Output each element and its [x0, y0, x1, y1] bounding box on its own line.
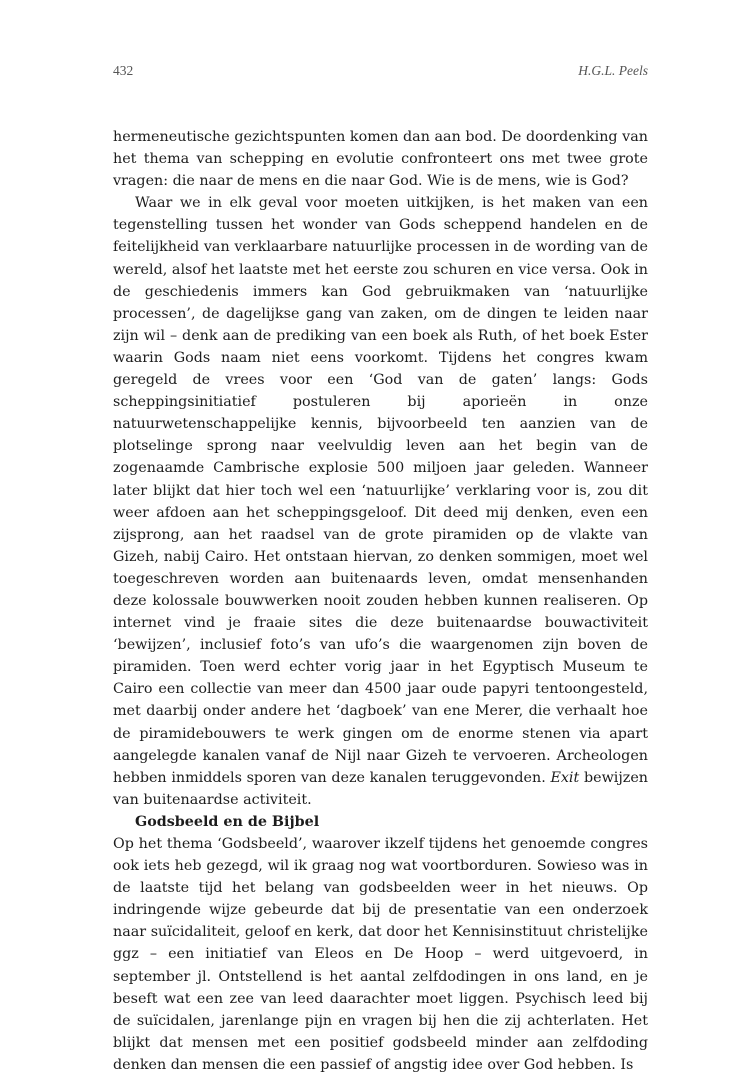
paragraph-3: Op het thema ‘Godsbeeld’, waarover ikzelf tijdens het genoemde congres ook iets heb gezegd, wil ik graag nog wat voortborduren. Sowieso was in de laatste tijd het belang van godsbeelden weer in het nieuws. Op indringende wijze gebeurde dat bij de presentatie van een onderzoek naar suïcidaliteit, geloof en kerk, dat door het Kennisinstituut christelijke ggz – een initiatief van Eleos en De Hoop – werd uitgevoerd, in september jl. Ontstellend is het aantal zelfdodingen in ons land, en je beseft wat een zee van leed daarachter moet liggen. Psychisch leed bij de suïcidalen, jarenlange pijn en vragen bij hen die zij achterlaten. Het blijkt dat mensen met een positief godsbeeld minder aan zelfdoding denken dan mensen die een passief of angstig idee over God hebben. Is	[113, 836, 648, 1073]
running-head-author: H.G.L. Peels	[578, 63, 648, 78]
paragraph-1: hermeneutische gezichtspunten komen dan aan bod. De doordenking van het thema van schepping en evolutie confronteert ons met twee grote vragen: die naar de mens en die naar God. Wie is de mens, wie is God?	[113, 129, 648, 190]
paragraph-2	[113, 192, 648, 811]
section-heading: Godsbeeld en de Bijbel	[135, 813, 320, 830]
paragraph-2-tail: bewijzen van buitenaardse activiteit.	[113, 769, 649, 808]
page-number: 432	[113, 63, 134, 78]
body-text	[113, 126, 648, 1076]
paragraph-2-main: Waar we in elk geval voor moeten uitkijken, is het maken van een tegenstelling tussen het wonder van Gods scheppend handelen en de feitelijkheid van verklaarbare natuurlijke processen in de wording van de wereld, alsof het laatste met het eerste zou schuren en vice versa. Ook in de geschiedenis immers kan God gebruikmaken van ‘natuurlijke processen’, de dagelijkse gang van zaken, om de dingen te leiden naar zijn wil – denk aan de prediking van een boek als Ruth, of het boek Ester waarin Gods naam niet eens voorkomt. Tijdens het congres kwam geregeld de vrees voor een ‘God van de gaten’ langs: Gods scheppingsinitiatief postuleren bij aporieën in onze natuurwetenschappelijke kennis, bijvoorbeeld ten aanzien van de plotselinge sprong naar veelvuldig leven aan het begin van de zogenaamde Cambrische explosie 500 miljoen jaar geleden. Wanneer later blijkt dat hier toch wel een ‘natuurlijke’ verklaring voor is, zou dit weer afdoen aan het scheppingsgeloof. Dit deed mij denken, even een zijsprong, aan het raadsel van de grote piramiden op de vlakte van Gizeh, nabij Cairo. Het ontstaan hiervan, zo denken sommigen, moet wel toegeschreven worden aan buitenaards leven, omdat mensenhanden deze kolossale bouwwerken nooit zouden hebben kunnen realiseren. Op internet vind je fraaie sites die deze buitenaardse bouwactiviteit ‘bewijzen’, inclusief foto’s van ufo’s die waargenomen zijn boven de piramiden. Toen werd echter vorig jaar in het Egyptisch Museum te Cairo een collectie van meer dan 4500 jaar oude papyri tentoongesteld, met daarbij onder andere het ‘dagboek’ van ene Merer, die verhaalt hoe de piramidebouwers te werk gingen om de enorme stenen via apart aangelegde kanalen vanaf de Nijl naar Gizeh te vervoeren. Archeologen hebben inmiddels sporen van deze kanalen teruggevonden.	[113, 195, 648, 786]
paragraph-2-italic: Exit	[550, 769, 580, 786]
